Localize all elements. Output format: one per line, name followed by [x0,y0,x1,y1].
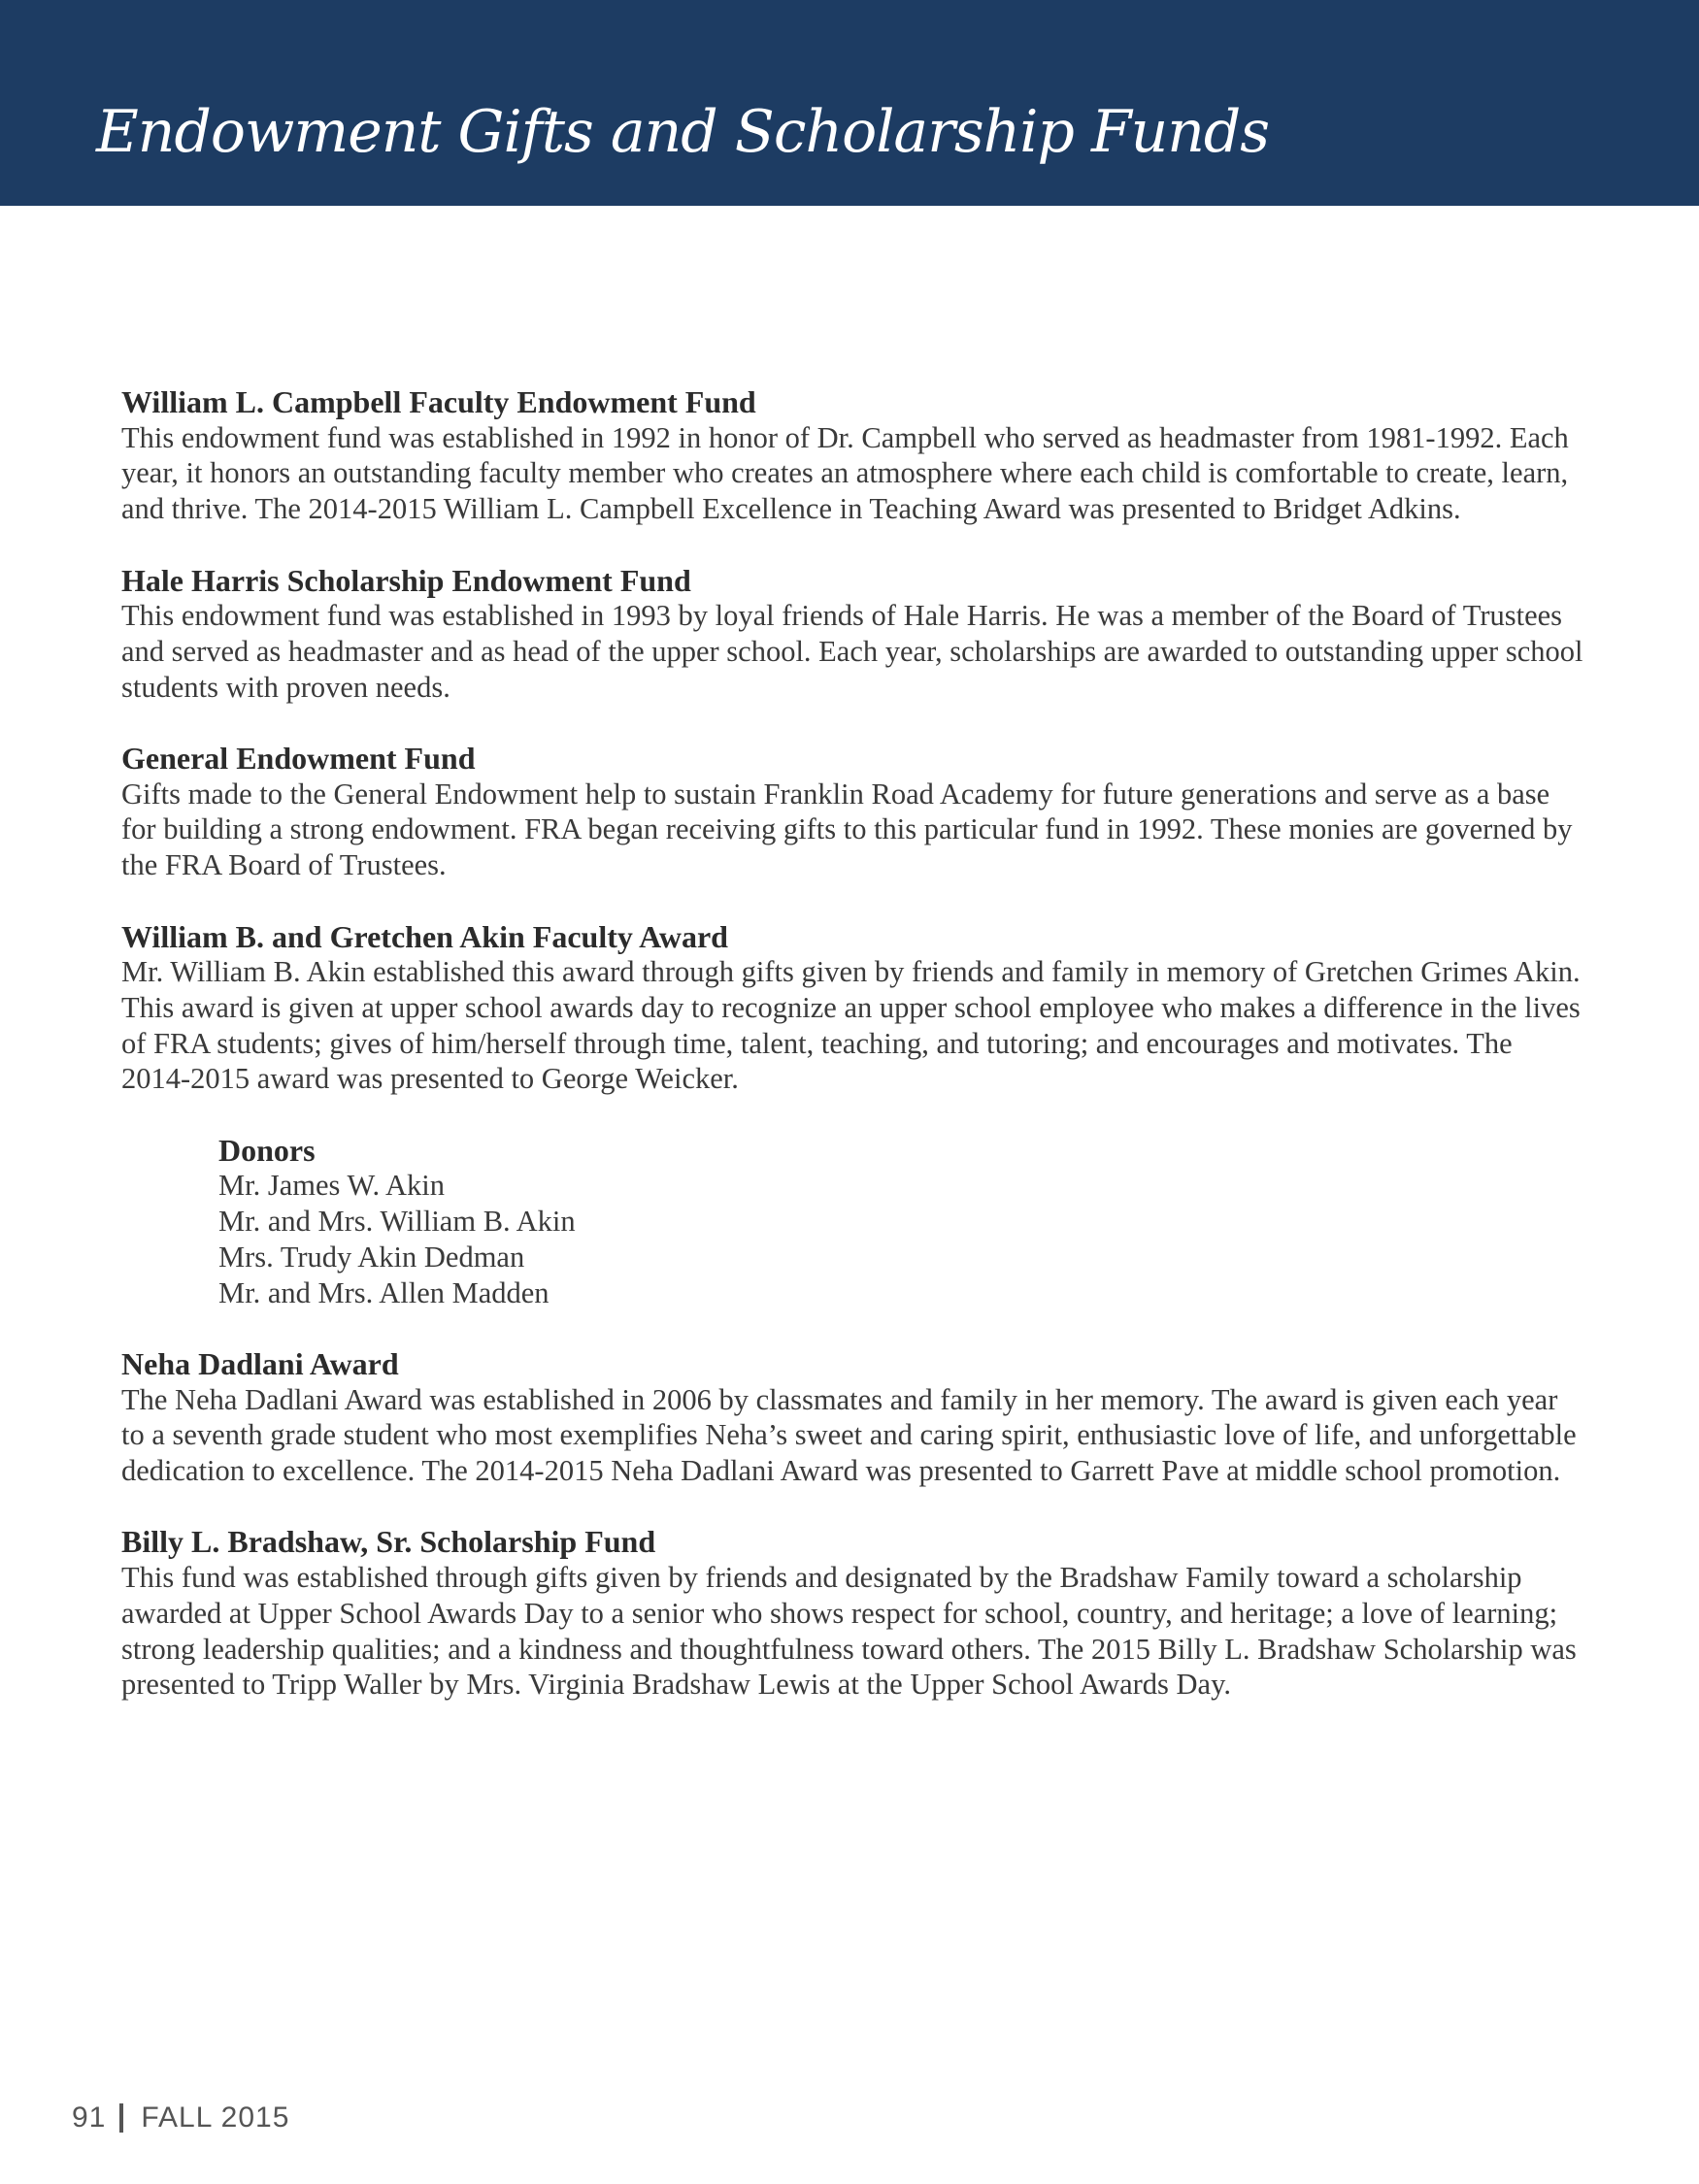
section-dadlani-award [121,1346,1587,1489]
section-body: This endowment fund was established in 1993 by loyal friends of Hale Harris. He was a member of the Board of Trustees and served as headmaster and as head of the upper school. Each year, scholarships are awarded to outstanding upper school students with proven needs. [121,599,1583,704]
page-footer [72,2101,289,2135]
section-heading: William L. Campbell Faculty Endowment Fund [121,384,756,419]
section-body: This endowment fund was established in 1992 in honor of Dr. Campbell who served as headmaster from 1981-1992. Each year, it honors an outstanding faculty member who creates an atmosphere where each child is comfortable to create, learn, and thrive. The 2014-2015 William L. Campbell Excellence in Teaching Award was presented to Bridget Adkins. [121,420,1569,526]
section-general-fund [121,741,1587,883]
section-body: Gifts made to the General Endowment help to sustain Franklin Road Academy for future generations and serve as a base for building a strong endowment. FRA began receiving gifts to this particular fund in 1992. These monies are governed by the FRA Board of Trustees. [121,777,1573,882]
section-bradshaw-fund [121,1524,1587,1703]
section-heading: Billy L. Bradshaw, Sr. Scholarship Fund [121,1524,656,1560]
content-area [121,384,1587,1738]
section-campbell-fund [121,384,1587,527]
donor-item: Mrs. Trudy Akin Dedman [218,1240,525,1274]
donor-item: Mr. James W. Akin [218,1169,446,1203]
page-title: Endowment Gifts and Scholarship Funds [96,98,1270,166]
section-heading: Neha Dadlani Award [121,1345,399,1381]
section-akin-award [121,919,1587,1098]
page-number: 91 [72,2101,107,2134]
section-heading: General Endowment Fund [121,741,476,776]
donor-item: Mr. and Mrs. William B. Akin [218,1205,576,1239]
section-body: Mr. William B. Akin established this award through gifts given by friends and family in memory of Gretchen Grimes Akin. This award is given at upper school awards day to recognize an upper school employee who makes a difference in the lives of FRA students; gives of him/herself through time, talent, teaching, and tutoring; and encourages and motivates. The 2014-2015 award was presented to George Weicker. [121,955,1581,1096]
section-heading: William B. and Gretchen Akin Faculty Award [121,918,728,954]
footer-divider [119,2103,123,2133]
section-body: This fund was established through gifts given by friends and designated by the Bradshaw Family toward a scholarship awarded at Upper School Awards Day to a senior who shows respect for school, country, and heritage; a love of learning; strong leadership qualities; and a kindness and thoughtfulness toward others. The 2015 Billy L. Bradshaw Scholarship was presented to Tripp Waller by Mrs. Virginia Bradshaw Lewis at the Upper School Awards Day. [121,1561,1577,1702]
section-heading: Hale Harris Scholarship Endowment Fund [121,562,691,598]
header-band [0,0,1699,206]
donors-heading: Donors [218,1132,316,1168]
section-body: The Neha Dadlani Award was established in 2006 by classmates and family in her memory. The award is given each year to a seventh grade student who most exemplifies Neha’s sweet and caring spirit, enthusiastic love of life, and unforgettable dedication to excellence. The 2014-2015 Neha Dadlani Award was presented to Garrett Pave at middle school promotion. [121,1382,1577,1488]
issue-label: FALL 2015 [141,2101,290,2134]
section-harris-fund [121,563,1587,706]
donor-item: Mr. and Mrs. Allen Madden [218,1275,550,1309]
donors-list [218,1133,1587,1311]
